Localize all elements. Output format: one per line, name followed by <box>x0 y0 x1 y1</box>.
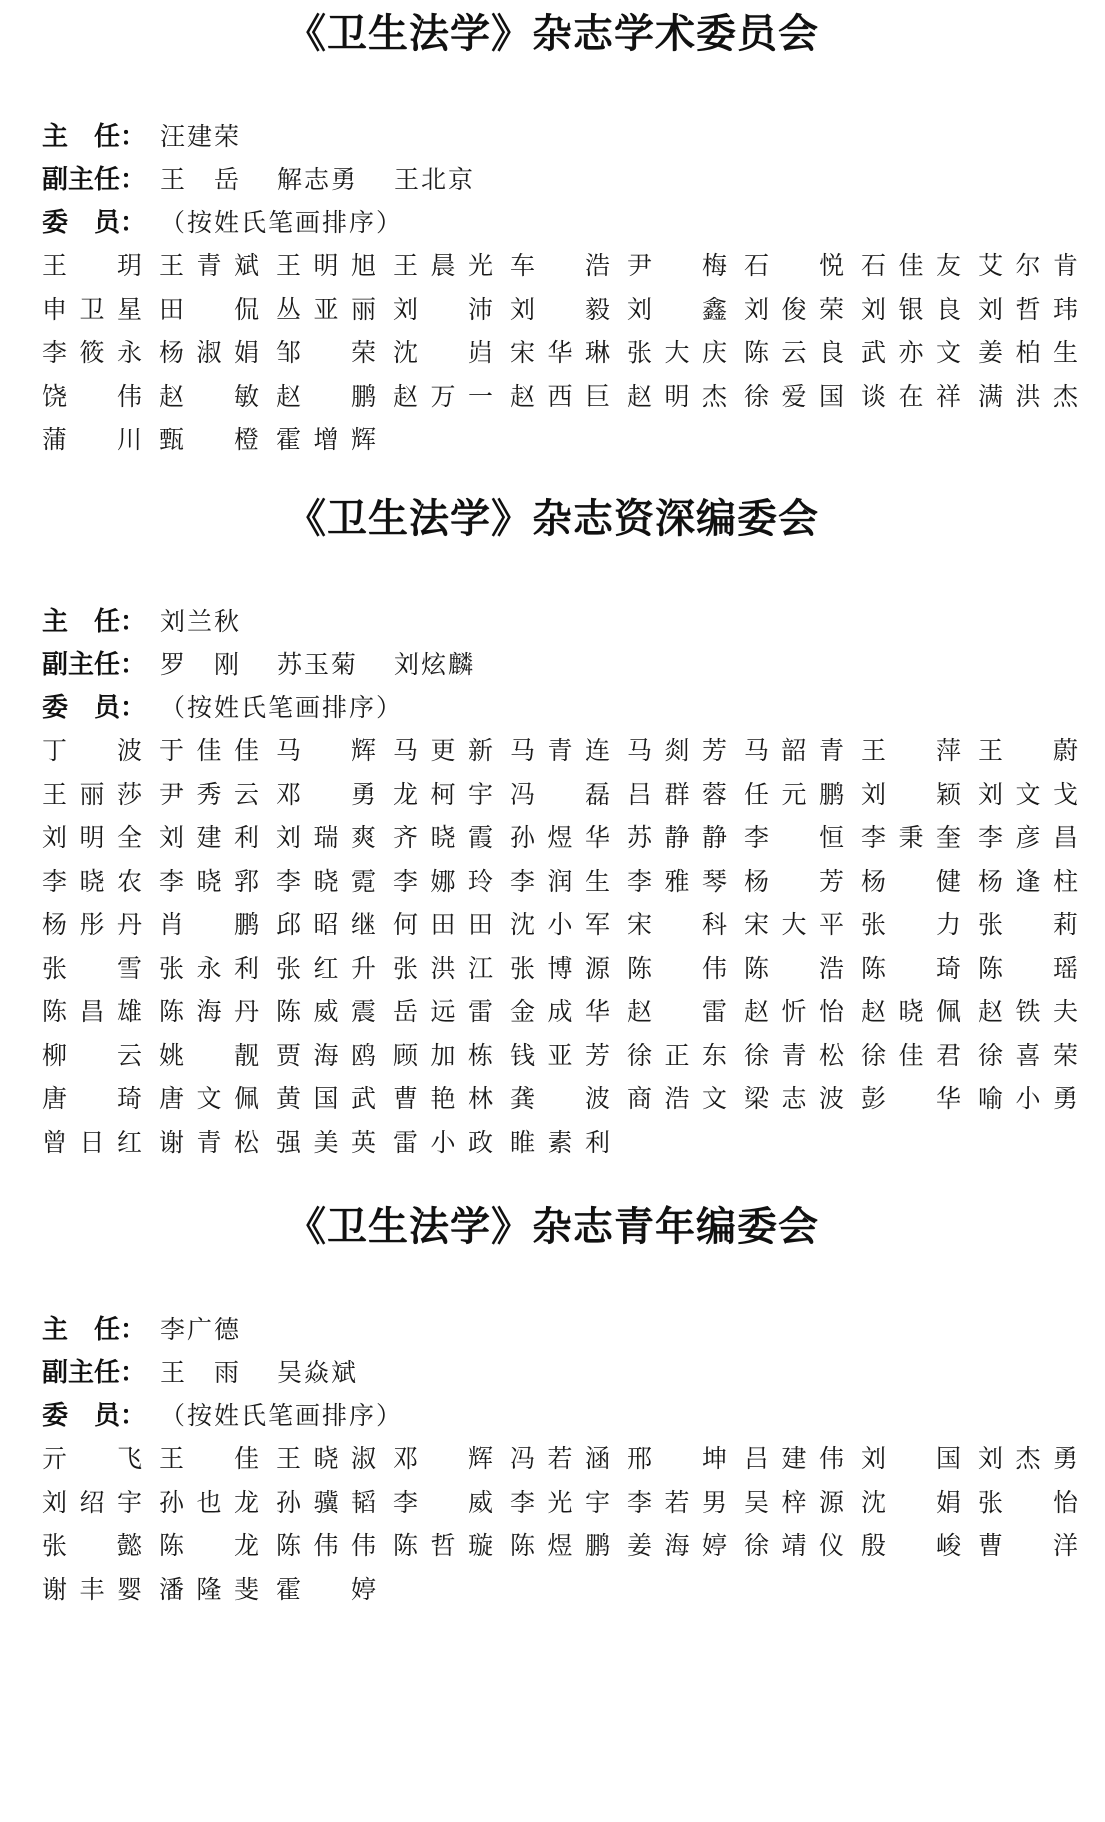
member-name: 陈哲璇 <box>393 1531 493 1560</box>
member-name: 王 萍 <box>861 736 961 765</box>
members-label: 委 员： <box>42 1401 147 1431</box>
member-name: 饶 伟 <box>42 381 142 411</box>
member-name: 王丽莎 <box>42 779 142 809</box>
vice-director-name: 王北京 <box>394 165 476 194</box>
member-name: 冯若涵 <box>510 1444 610 1473</box>
vice-director-row <box>0 158 1105 201</box>
member-name: 陈煜鹏 <box>510 1531 610 1560</box>
vice-director-label: 副主任： <box>42 650 147 680</box>
member-name: 徐喜荣 <box>978 1040 1078 1070</box>
member-name: 霍 婷 <box>276 1574 376 1604</box>
director-name: 李广德 <box>160 1315 242 1344</box>
member-name: 邱昭继 <box>276 910 376 939</box>
member-name: 王晨光 <box>393 251 493 280</box>
director-label: 主 任： <box>42 122 147 152</box>
member-name: 于佳佳 <box>159 736 259 765</box>
member-name: 杨淑娟 <box>159 338 259 367</box>
member-name: 沈 岿 <box>393 338 493 367</box>
member-name: 谢丰婴 <box>42 1574 142 1604</box>
member-name: 张永利 <box>159 953 259 983</box>
member-name: 贾海鸥 <box>276 1040 376 1070</box>
vice-director-label: 副主任： <box>42 165 147 195</box>
vice-director-name: 吴焱斌 <box>277 1358 359 1387</box>
member-name: 杨 芳 <box>744 866 844 896</box>
vice-director-name: 解志勇 <box>277 165 359 194</box>
director-label: 主 任： <box>42 607 147 637</box>
member-name: 李若男 <box>627 1487 727 1517</box>
member-grid <box>42 244 1078 462</box>
member-name: 孙煜华 <box>510 823 610 852</box>
member-name: 马青连 <box>510 736 610 765</box>
member-name: 徐青松 <box>744 1040 844 1070</box>
member-name: 田 侃 <box>159 294 259 324</box>
member-name: 刘 毅 <box>510 294 610 324</box>
member-name: 李筱永 <box>42 338 142 367</box>
section-title: 《卫生法学》杂志资深编委会 <box>286 496 819 542</box>
vice-director-name: 刘炫麟 <box>394 650 476 679</box>
member-name: 龚 波 <box>510 1084 610 1113</box>
member-name: 石佳友 <box>861 251 961 280</box>
member-grid <box>42 729 1078 1164</box>
member-name: 陈 伟 <box>627 953 727 983</box>
director-row <box>0 115 1105 158</box>
member-name: 马剡芳 <box>627 736 727 765</box>
member-name: 强美英 <box>276 1127 376 1157</box>
member-name: 亓 飞 <box>42 1444 142 1473</box>
member-name: 霍增辉 <box>276 425 376 454</box>
member-name: 宋 科 <box>627 910 727 939</box>
member-name: 艾尔肯 <box>978 251 1078 280</box>
member-name: 刘明全 <box>42 823 142 852</box>
member-name: 柳 云 <box>42 1040 142 1070</box>
member-name: 商浩文 <box>627 1084 727 1113</box>
members-label: 委 员： <box>42 208 147 238</box>
members-label: 委 员： <box>42 693 147 723</box>
committee-young-editorial <box>0 1203 1105 1611</box>
member-name: 王 佳 <box>159 1444 259 1473</box>
member-name: 陈 龙 <box>159 1531 259 1560</box>
member-name: 王 玥 <box>42 251 142 280</box>
member-name: 冯 磊 <box>510 779 610 809</box>
member-name: 唐 琦 <box>42 1084 142 1113</box>
member-name: 张 力 <box>861 910 961 939</box>
member-name: 龙柯宇 <box>393 779 493 809</box>
member-name: 宋华琳 <box>510 338 610 367</box>
member-name: 潘隆斐 <box>159 1574 259 1604</box>
member-name: 刘 鑫 <box>627 294 727 324</box>
member-name: 任元鹏 <box>744 779 844 809</box>
member-name: 齐晓霞 <box>393 823 493 852</box>
member-name: 李光宇 <box>510 1487 610 1517</box>
members-row <box>0 201 1105 244</box>
member-name: 殷 峻 <box>861 1531 961 1560</box>
member-name: 陈 琦 <box>861 953 961 983</box>
director-name: 汪建荣 <box>160 122 242 151</box>
member-name: 申卫星 <box>42 294 142 324</box>
members-row <box>0 1394 1105 1437</box>
member-name: 李晓霓 <box>276 866 376 896</box>
member-name: 马韶青 <box>744 736 844 765</box>
member-name: 赵 敏 <box>159 381 259 411</box>
member-name: 钱亚芳 <box>510 1040 610 1070</box>
member-name: 武亦文 <box>861 338 961 367</box>
member-name: 赵铁夫 <box>978 997 1078 1026</box>
member-name: 彭 华 <box>861 1084 961 1113</box>
vice-director-list <box>160 1351 394 1394</box>
member-name: 陈昌雄 <box>42 997 142 1026</box>
member-name: 甄 橙 <box>159 425 259 454</box>
member-name: 赵万一 <box>393 381 493 411</box>
member-name: 刘建利 <box>159 823 259 852</box>
member-name: 刘瑞爽 <box>276 823 376 852</box>
member-name: 刘 沛 <box>393 294 493 324</box>
member-name: 宋大平 <box>744 910 844 939</box>
member-name: 肖 鹏 <box>159 910 259 939</box>
member-name: 李 恒 <box>744 823 844 852</box>
member-name: 岳远雷 <box>393 997 493 1026</box>
member-name: 曹艳林 <box>393 1084 493 1113</box>
member-name: 陈伟伟 <box>276 1531 376 1560</box>
member-name: 陈云良 <box>744 338 844 367</box>
member-name: 沈 娟 <box>861 1487 961 1517</box>
member-name: 孙骥韬 <box>276 1487 376 1517</box>
director-row <box>0 600 1105 643</box>
member-name: 刘哲玮 <box>978 294 1078 324</box>
member-name: 杨 健 <box>861 866 961 896</box>
member-name: 刘 颖 <box>861 779 961 809</box>
member-name: 梁志波 <box>744 1084 844 1113</box>
member-name: 张 雪 <box>42 953 142 983</box>
vice-director-name: 罗 刚 <box>160 650 242 679</box>
member-name: 谈在祥 <box>861 381 961 411</box>
member-name: 姜柏生 <box>978 338 1078 367</box>
member-name: 刘杰勇 <box>978 1444 1078 1473</box>
member-name: 陈 浩 <box>744 953 844 983</box>
vice-director-name: 王 岳 <box>160 165 242 194</box>
member-name: 刘绍宇 <box>42 1487 142 1517</box>
director-label: 主 任： <box>42 1315 147 1345</box>
member-name: 陈海丹 <box>159 997 259 1026</box>
vice-director-row <box>0 1351 1105 1394</box>
member-name: 睢素利 <box>510 1127 610 1157</box>
member-name: 满洪杰 <box>978 381 1078 411</box>
member-name: 金成华 <box>510 997 610 1026</box>
member-name: 李润生 <box>510 866 610 896</box>
member-name: 车 浩 <box>510 251 610 280</box>
member-name: 陈 瑶 <box>978 953 1078 983</box>
member-name: 王晓淑 <box>276 1444 376 1473</box>
members-note: （按姓氏笔画排序） <box>160 693 404 722</box>
member-name: 蒲 川 <box>42 425 142 454</box>
members-row <box>0 686 1105 729</box>
vice-director-list <box>160 158 511 201</box>
member-name: 李娜玲 <box>393 866 493 896</box>
member-name: 赵忻怡 <box>744 997 844 1026</box>
member-name: 石 悦 <box>744 251 844 280</box>
member-name: 谢青松 <box>159 1127 259 1157</box>
member-name: 刘俊荣 <box>744 294 844 324</box>
member-name: 孙也龙 <box>159 1487 259 1517</box>
member-name: 吕群蓉 <box>627 779 727 809</box>
director-row <box>0 1308 1105 1351</box>
member-name: 赵 鹏 <box>276 381 376 411</box>
member-name: 赵 雷 <box>627 997 727 1026</box>
member-name: 李 威 <box>393 1487 493 1517</box>
members-note: （按姓氏笔画排序） <box>160 1401 404 1430</box>
member-name: 姚 靓 <box>159 1040 259 1070</box>
member-name: 丁 波 <box>42 736 142 765</box>
member-name: 赵明杰 <box>627 381 727 411</box>
member-name: 苏静静 <box>627 823 727 852</box>
member-name: 吕建伟 <box>744 1444 844 1473</box>
member-name: 赵西巨 <box>510 381 610 411</box>
member-name: 喻小勇 <box>978 1084 1078 1113</box>
member-name: 邓 勇 <box>276 779 376 809</box>
member-name: 唐文佩 <box>159 1084 259 1113</box>
member-name: 张洪江 <box>393 953 493 983</box>
member-name: 徐佳君 <box>861 1040 961 1070</box>
vice-director-list <box>160 643 511 686</box>
member-name: 张 懿 <box>42 1531 142 1560</box>
member-name: 刘 国 <box>861 1444 961 1473</box>
member-name: 张 怡 <box>978 1487 1078 1517</box>
member-name: 徐正东 <box>627 1040 727 1070</box>
member-name: 杨逢柱 <box>978 866 1078 896</box>
member-name: 王明旭 <box>276 251 376 280</box>
member-name: 李彦昌 <box>978 823 1078 852</box>
member-name: 李晓郛 <box>159 866 259 896</box>
member-name: 张大庆 <box>627 338 727 367</box>
member-name: 顾加栋 <box>393 1040 493 1070</box>
member-name: 张 莉 <box>978 910 1078 939</box>
section-title: 《卫生法学》杂志青年编委会 <box>286 1204 819 1250</box>
member-name: 邓 辉 <box>393 1444 493 1473</box>
member-name: 徐爱国 <box>744 381 844 411</box>
member-name: 尹秀云 <box>159 779 259 809</box>
member-name: 邢 坤 <box>627 1444 727 1473</box>
member-name: 雷小政 <box>393 1127 493 1157</box>
member-name: 王青斌 <box>159 251 259 280</box>
vice-director-label: 副主任： <box>42 1358 147 1388</box>
section-title: 《卫生法学》杂志学术委员会 <box>286 11 819 57</box>
member-name: 沈小军 <box>510 910 610 939</box>
member-name: 何田田 <box>393 910 493 939</box>
member-name: 吴梓源 <box>744 1487 844 1517</box>
vice-director-row <box>0 643 1105 686</box>
member-grid <box>42 1437 1078 1611</box>
vice-director-name: 苏玉菊 <box>277 650 359 679</box>
committee-academic <box>0 10 1105 462</box>
member-name: 姜海婷 <box>627 1531 727 1560</box>
members-note: （按姓氏笔画排序） <box>160 208 404 237</box>
member-name: 丛亚丽 <box>276 294 376 324</box>
committee-senior-editorial <box>0 495 1105 1164</box>
member-name: 黄国武 <box>276 1084 376 1113</box>
director-name: 刘兰秋 <box>160 607 242 636</box>
member-name: 马更新 <box>393 736 493 765</box>
member-name: 李秉奎 <box>861 823 961 852</box>
member-name: 王 蔚 <box>978 736 1078 765</box>
member-name: 曾日红 <box>42 1127 142 1157</box>
member-name: 刘文戈 <box>978 779 1078 809</box>
vice-director-name: 王 雨 <box>160 1358 242 1387</box>
member-name: 尹 梅 <box>627 251 727 280</box>
member-name: 邹 荣 <box>276 338 376 367</box>
member-name: 马 辉 <box>276 736 376 765</box>
member-name: 李雅琴 <box>627 866 727 896</box>
member-name: 李晓农 <box>42 866 142 896</box>
member-name: 张博源 <box>510 953 610 983</box>
member-name: 张红升 <box>276 953 376 983</box>
member-name: 刘银良 <box>861 294 961 324</box>
member-name: 赵晓佩 <box>861 997 961 1026</box>
member-name: 杨彤丹 <box>42 910 142 939</box>
member-name: 曹 洋 <box>978 1531 1078 1560</box>
member-name: 陈威震 <box>276 997 376 1026</box>
member-name: 徐靖仪 <box>744 1531 844 1560</box>
